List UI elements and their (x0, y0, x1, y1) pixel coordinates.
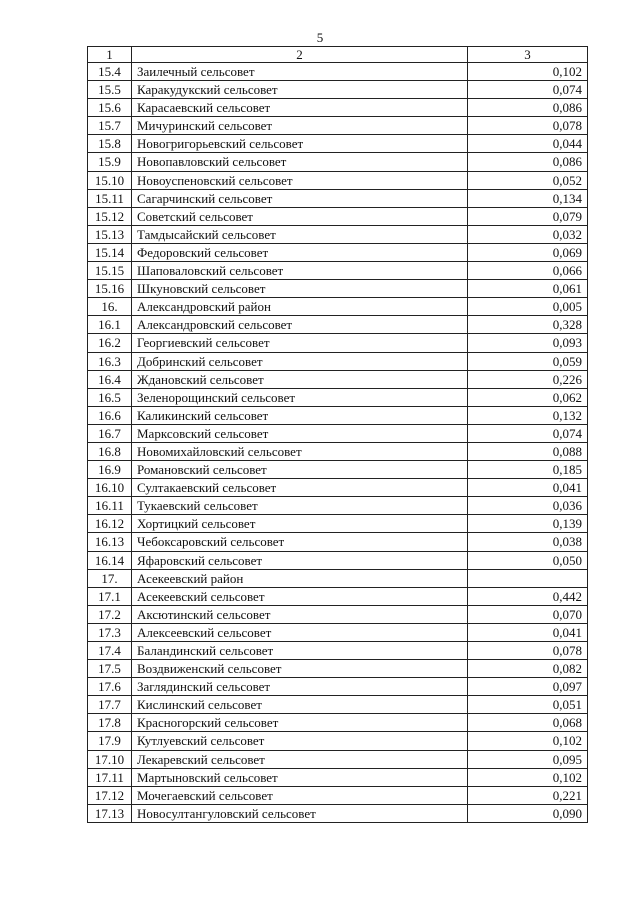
row-value: 0,074 (468, 424, 588, 442)
row-number: 16.1 (88, 316, 132, 334)
row-value: 0,052 (468, 171, 588, 189)
table-row (88, 750, 588, 768)
table-row (88, 117, 588, 135)
row-value: 0,069 (468, 243, 588, 261)
row-value: 0,070 (468, 605, 588, 623)
table-row (88, 280, 588, 298)
row-number: 15.10 (88, 171, 132, 189)
row-number: 17.12 (88, 786, 132, 804)
row-number: 16.10 (88, 479, 132, 497)
row-value: 0,226 (468, 370, 588, 388)
row-value: 0,082 (468, 660, 588, 678)
row-value: 0,078 (468, 642, 588, 660)
row-name: Тукаевский сельсовет (132, 497, 468, 515)
row-value: 0,328 (468, 316, 588, 334)
table-row (88, 714, 588, 732)
row-name: Александровский сельсовет (132, 316, 468, 334)
table-row (88, 225, 588, 243)
table-row (88, 153, 588, 171)
allocation-table (87, 46, 588, 823)
row-value: 0,044 (468, 135, 588, 153)
row-number: 16.9 (88, 461, 132, 479)
row-number: 17.10 (88, 750, 132, 768)
row-number: 15.15 (88, 262, 132, 280)
row-name: Баландинский сельсовет (132, 642, 468, 660)
row-value: 0,102 (468, 732, 588, 750)
table-row (88, 569, 588, 587)
row-number: 17. (88, 569, 132, 587)
table-row (88, 189, 588, 207)
row-number: 17.5 (88, 660, 132, 678)
row-name: Асекеевский район (132, 569, 468, 587)
row-number: 16.7 (88, 424, 132, 442)
row-number: 15.7 (88, 117, 132, 135)
row-number: 17.11 (88, 768, 132, 786)
row-name: Федоровский сельсовет (132, 243, 468, 261)
header-col-3: 3 (468, 47, 588, 63)
table-row (88, 786, 588, 804)
row-name: Советский сельсовет (132, 207, 468, 225)
row-number: 17.4 (88, 642, 132, 660)
row-number: 17.9 (88, 732, 132, 750)
table-row (88, 207, 588, 225)
table-row (88, 587, 588, 605)
row-number: 16.13 (88, 533, 132, 551)
table-row (88, 262, 588, 280)
row-name: Заглядинский сельсовет (132, 678, 468, 696)
row-value: 0,221 (468, 786, 588, 804)
row-name: Хортицкий сельсовет (132, 515, 468, 533)
row-name: Кутлуевский сельсовет (132, 732, 468, 750)
row-number: 16.11 (88, 497, 132, 515)
table-row (88, 135, 588, 153)
row-number: 16.3 (88, 352, 132, 370)
row-name: Зеленорощинский сельсовет (132, 388, 468, 406)
header-col-2: 2 (132, 47, 468, 63)
row-value: 0,032 (468, 225, 588, 243)
row-number: 15.16 (88, 280, 132, 298)
table-row (88, 334, 588, 352)
table-row (88, 461, 588, 479)
row-number: 16.5 (88, 388, 132, 406)
row-name: Сагарчинский сельсовет (132, 189, 468, 207)
row-number: 16.2 (88, 334, 132, 352)
row-name: Асекеевский сельсовет (132, 587, 468, 605)
row-value: 0,442 (468, 587, 588, 605)
table-row (88, 533, 588, 551)
table-row (88, 623, 588, 641)
row-value: 0,097 (468, 678, 588, 696)
row-value: 0,078 (468, 117, 588, 135)
table-row (88, 804, 588, 822)
row-value: 0,050 (468, 551, 588, 569)
row-value: 0,036 (468, 497, 588, 515)
row-name: Новосултангуловский сельсовет (132, 804, 468, 822)
row-number: 15.6 (88, 99, 132, 117)
table-row (88, 696, 588, 714)
row-number: 15.13 (88, 225, 132, 243)
row-name: Красногорский сельсовет (132, 714, 468, 732)
row-number: 15.9 (88, 153, 132, 171)
table-row (88, 768, 588, 786)
row-name: Каликинский сельсовет (132, 406, 468, 424)
row-value: 0,139 (468, 515, 588, 533)
table-row (88, 370, 588, 388)
row-number: 17.3 (88, 623, 132, 641)
row-value: 0,074 (468, 81, 588, 99)
row-number: 17.7 (88, 696, 132, 714)
table-row (88, 642, 588, 660)
row-name: Новогригорьевский сельсовет (132, 135, 468, 153)
table-row (88, 352, 588, 370)
row-value: 0,038 (468, 533, 588, 551)
row-number: 15.8 (88, 135, 132, 153)
row-value: 0,086 (468, 153, 588, 171)
row-value: 0,134 (468, 189, 588, 207)
row-number: 15.5 (88, 81, 132, 99)
row-number: 17.2 (88, 605, 132, 623)
row-value: 0,051 (468, 696, 588, 714)
row-value: 0,041 (468, 479, 588, 497)
table-row (88, 497, 588, 515)
row-value: 0,066 (468, 262, 588, 280)
table-row (88, 63, 588, 81)
row-name: Заилечный сельсовет (132, 63, 468, 81)
row-name: Тамдысайский сельсовет (132, 225, 468, 243)
row-name: Мочегаевский сельсовет (132, 786, 468, 804)
table-row (88, 81, 588, 99)
row-name: Чебоксаровский сельсовет (132, 533, 468, 551)
row-value: 0,059 (468, 352, 588, 370)
row-name: Каракудукский сельсовет (132, 81, 468, 99)
table-row (88, 316, 588, 334)
row-name: Александровский район (132, 298, 468, 316)
row-value: 0,090 (468, 804, 588, 822)
row-name: Кислинский сельсовет (132, 696, 468, 714)
table-row (88, 660, 588, 678)
page-number: 5 (316, 30, 324, 45)
table-row (88, 406, 588, 424)
row-number: 17.1 (88, 587, 132, 605)
table-row (88, 442, 588, 460)
row-name: Мартыновский сельсовет (132, 768, 468, 786)
row-value: 0,095 (468, 750, 588, 768)
table-row (88, 678, 588, 696)
row-name: Шаповаловский сельсовет (132, 262, 468, 280)
row-value: 0,102 (468, 768, 588, 786)
row-value: 0,079 (468, 207, 588, 225)
row-number: 17.6 (88, 678, 132, 696)
row-number: 15.4 (88, 63, 132, 81)
row-value: 0,041 (468, 623, 588, 641)
row-name: Марксовский сельсовет (132, 424, 468, 442)
row-number: 16.14 (88, 551, 132, 569)
row-value: 0,068 (468, 714, 588, 732)
row-value: 0,005 (468, 298, 588, 316)
table-row (88, 99, 588, 117)
table-row (88, 732, 588, 750)
table-row (88, 605, 588, 623)
table-row (88, 171, 588, 189)
table-row (88, 479, 588, 497)
row-value: 0,062 (468, 388, 588, 406)
row-name: Аксютинский сельсовет (132, 605, 468, 623)
row-name: Новопавловский сельсовет (132, 153, 468, 171)
table-row (88, 515, 588, 533)
row-number: 16. (88, 298, 132, 316)
row-number: 17.8 (88, 714, 132, 732)
header-row (88, 47, 588, 63)
table-row (88, 243, 588, 261)
table-row (88, 388, 588, 406)
row-number: 15.14 (88, 243, 132, 261)
row-number: 15.11 (88, 189, 132, 207)
row-name: Мичуринский сельсовет (132, 117, 468, 135)
table-row (88, 424, 588, 442)
row-value: 0,061 (468, 280, 588, 298)
row-name: Шкуновский сельсовет (132, 280, 468, 298)
row-value: 0,093 (468, 334, 588, 352)
row-name: Алексеевский сельсовет (132, 623, 468, 641)
row-name: Романовский сельсовет (132, 461, 468, 479)
row-name: Карасаевский сельсовет (132, 99, 468, 117)
row-number: 17.13 (88, 804, 132, 822)
table-row (88, 298, 588, 316)
row-value: 0,086 (468, 99, 588, 117)
row-name: Новоуспеновский сельсовет (132, 171, 468, 189)
row-number: 16.8 (88, 442, 132, 460)
row-name: Яфаровский сельсовет (132, 551, 468, 569)
row-name: Воздвиженский сельсовет (132, 660, 468, 678)
row-value: 0,185 (468, 461, 588, 479)
row-name: Георгиевский сельсовет (132, 334, 468, 352)
table-row (88, 551, 588, 569)
row-number: 16.4 (88, 370, 132, 388)
row-number: 16.12 (88, 515, 132, 533)
row-name: Султакаевский сельсовет (132, 479, 468, 497)
row-value (468, 569, 588, 587)
row-number: 15.12 (88, 207, 132, 225)
row-value: 0,132 (468, 406, 588, 424)
row-value: 0,102 (468, 63, 588, 81)
header-col-1: 1 (88, 47, 132, 63)
row-name: Добринский сельсовет (132, 352, 468, 370)
table-body (88, 63, 588, 823)
row-name: Ждановский сельсовет (132, 370, 468, 388)
row-value: 0,088 (468, 442, 588, 460)
row-name: Лекаревский сельсовет (132, 750, 468, 768)
row-number: 16.6 (88, 406, 132, 424)
row-name: Новомихайловский сельсовет (132, 442, 468, 460)
